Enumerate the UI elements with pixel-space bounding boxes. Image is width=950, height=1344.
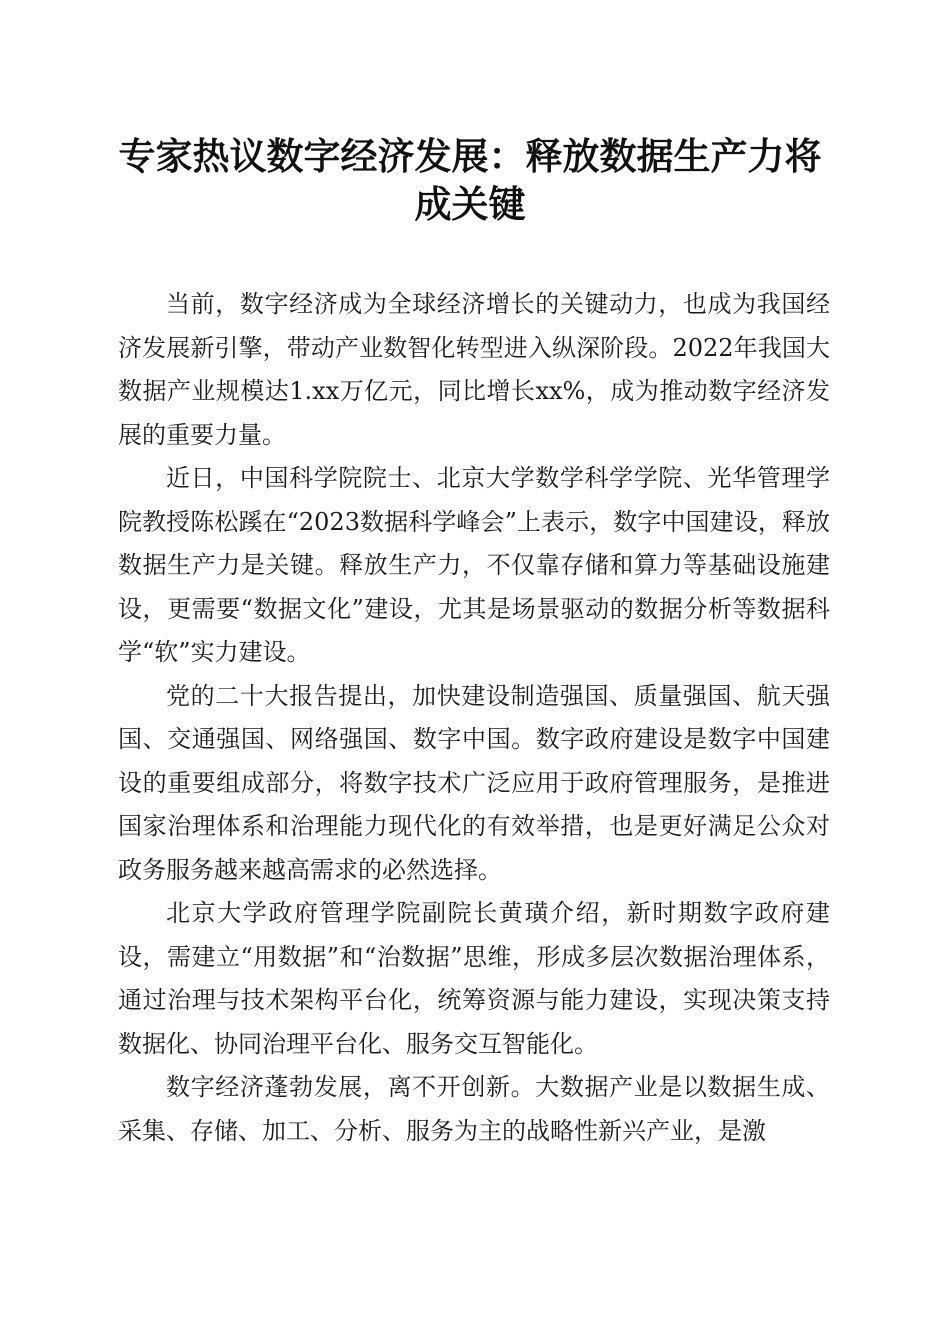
paragraph: 数字经济蓬勃发展，离不开创新。大数据产业是以数据生成、采集、存储、加工、分析、服务为主的战略性新兴产业，是激: [118, 1073, 830, 1145]
paragraph: 北京大学政府管理学院副院长黄璜介绍，新时期数字政府建设，需建立“用数据”和“治数据”思维，形成多层次数据治理体系，通过治理与技术架构平台化，统筹资源与能力建设，实现决策支持数据化、协同治理平台化、服务交互智能化。: [118, 899, 830, 1058]
document-body: [118, 283, 830, 1153]
document-title: 专家热议数字经济发展：释放数据生产力将成关键: [118, 134, 822, 226]
paragraph: 党的二十大报告提出，加快建设制造强国、质量强国、航天强国、交通强国、网络强国、数字中国。数字政府建设是数字中国建设的重要组成部分，将数字技术广泛应用于政府管理服务，是推进国家治理体系和治理能力现代化的有效举措，也是更好满足公众对政务服务越来越高需求的必然选择。: [118, 681, 830, 884]
paragraph: 近日，中国科学院院士、北京大学数学科学学院、光华管理学院教授陈松蹊在“2023数据科学峰会”上表示，数字中国建设，释放数据生产力是关键。释放生产力，不仅靠存储和算力等基础设施建设，更需要“数据文化”建设，尤其是场景驱动的数据分析等数据科学“软”实力建设。: [118, 464, 830, 666]
paragraph: 当前，数字经济成为全球经济增长的关键动力，也成为我国经济发展新引擎，带动产业数智化转型进入纵深阶段。2022年我国大数据产业规模达1.xx万亿元，同比增长xx%，成为推动数字经济发展的重要力量。: [118, 290, 830, 449]
